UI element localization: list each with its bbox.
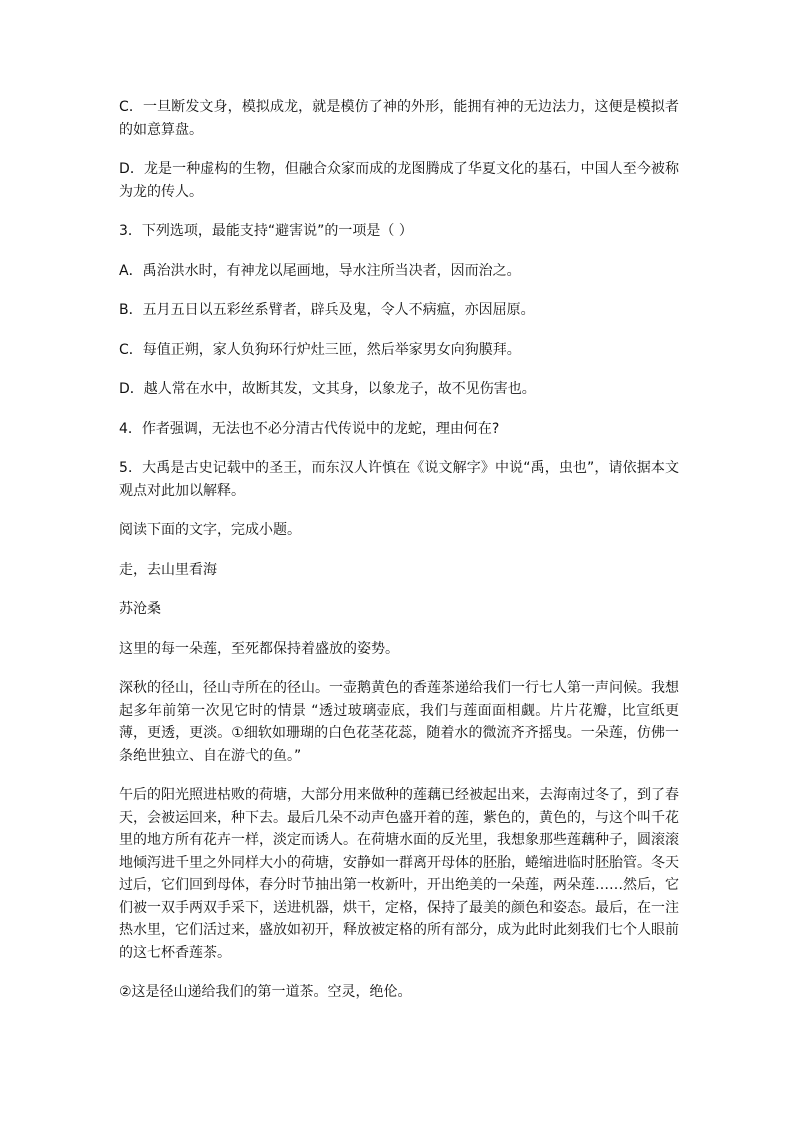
question-5: 5．大禹是古史记载中的圣王，而东汉人许慎在《说文解字》中说“禹，虫也”，请依据本文观点对此加以解释。: [119, 460, 679, 499]
question-3-option-b: B．五月五日以五彩丝系臂者，辟兵及鬼，令人不病瘟，亦因屈原。: [119, 302, 535, 318]
option-d-paragraph: D．龙是一种虚构的生物，但融合众家而成的龙图腾成了华夏文化的基石，中国人至今被称为龙的传人。: [119, 161, 679, 200]
article-paragraph-4: ②这是径山递给我们的第一道茶。空灵，绝伦。: [119, 984, 412, 1000]
question-3: 3．下列选项，最能支持“避害说”的一项是（ ）: [119, 223, 413, 239]
question-3-option-c: C．每值正朔，家人负狗环行炉灶三匝，然后举家男女向狗膜拜。: [119, 341, 521, 358]
question-3-option-d: D．越人常在水中，故断其发，文其身，以象龙子，故不见伤害也。: [119, 381, 536, 397]
article-title: 走，去山里看海: [119, 561, 217, 578]
question-4: 4．作者强调，无法也不必分清古代传说中的龙蛇，理由何在?: [119, 420, 500, 437]
article-paragraph-3: 午后的阳光照进枯败的荷塘，大部分用来做种的莲藕已经被起出来，去海南过冬了，到了春天，会被运回来，种下去。最后几朵不动声色盛开着的莲，紫色的，黄色的，与这个叫千花里的地方所有花卉一样，淡定而诱人。在荷塘水面的反光里，我想象那些莲藕种子，圆滚滚地倾泻进千里之外同样大小的荷塘，安静如一群离开母体的胚胎，蜷缩进临时胚胎管。冬天过后，它们回到母体，春分时节抽出第一枚新叶，开出绝美的一朵莲，两朵莲……然后，它们被一双手两双手采下，送进机器，烘干，定格，保持了最美的颜色和姿态。最后，在一注热水里，它们活过来，盛放如初开，释放被定格的所有部分，成为此时此刻我们七个人眼前的这七杯香莲茶。: [119, 787, 679, 961]
document-body: [119, 96, 679, 1021]
article-author: 苏沧桑: [119, 601, 161, 617]
article-paragraph-2: 深秋的径山，径山寺所在的径山。一壶鹅黄色的香莲茶递给我们一行七人第一声问候。我想起多年前第一次见它时的情景 “透过玻璃壶底，我们与莲面面相觑。片片花瓣，比宣纸更薄，更透，更淡。①细软如珊瑚的白色花茎花蕊，随着水的微流齐齐摇曳。一朵莲，仿佛一条绝世独立、自在游弋的鱼。”: [119, 680, 679, 764]
article-paragraph-1: 这里的每一朵莲，至死都保持着盛放的姿势。: [119, 640, 399, 657]
option-c-paragraph: C．一旦断发文身，模拟成龙，就是模仿了神的外形，能拥有神的无边法力，这便是模拟者的如意算盘。: [119, 99, 679, 138]
reading-instruction: 阅读下面的文字，完成小题。: [119, 522, 301, 538]
question-3-option-a: A．禹治洪水时，有神龙以尾画地，导水注所当决者，因而治之。: [119, 262, 521, 279]
